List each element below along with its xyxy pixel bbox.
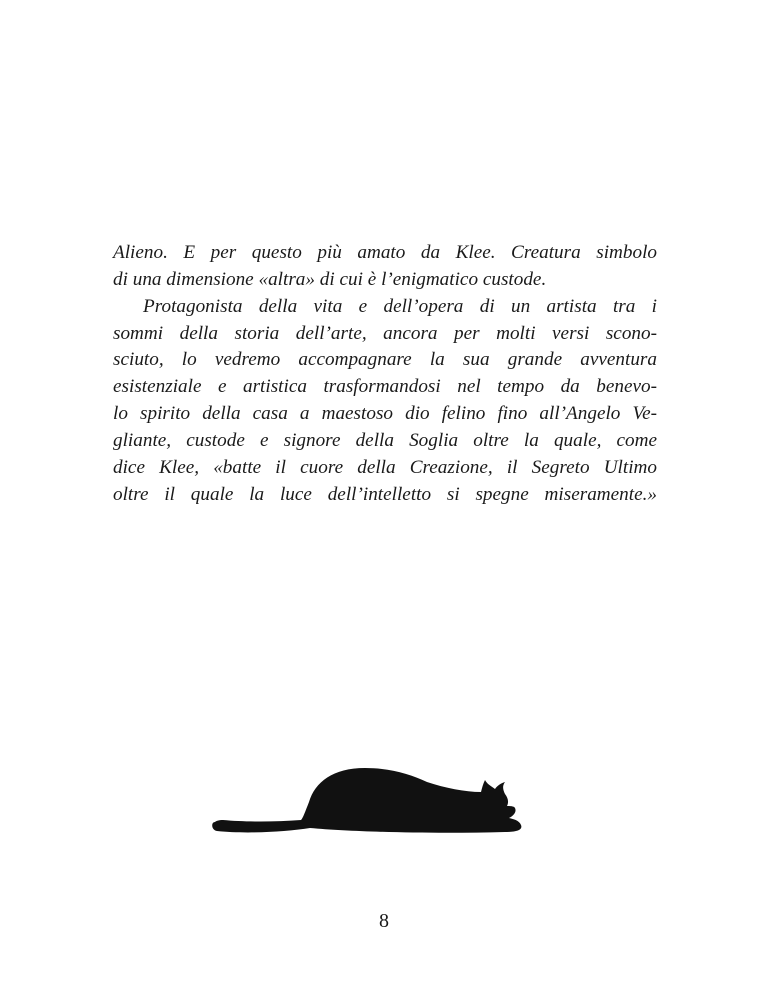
text-line: sommi della storia dell’arte, ancora per molti versi scono- bbox=[113, 322, 657, 344]
cat-illustration bbox=[205, 726, 530, 856]
page-number: 8 bbox=[379, 910, 389, 932]
text-line: esistenziale e artistica trasformandosi nel tempo da benevo- bbox=[113, 376, 657, 398]
cat-silhouette-icon bbox=[205, 726, 530, 856]
text-line: lo spirito della casa a maestoso dio felino fino all’Angelo Ve- bbox=[113, 403, 657, 425]
text-line: dice Klee, «batte il cuore della Creazione, il Segreto Ultimo bbox=[113, 456, 657, 478]
text-line: sciuto, lo vedremo accompagnare la sua grande avventura bbox=[113, 349, 657, 371]
body-text bbox=[113, 240, 657, 508]
text-line: Protagonista della vita e dell’opera di un artista tra i bbox=[143, 295, 657, 317]
text-line: Alieno. E per questo più amato da Klee. Creatura simbolo bbox=[113, 242, 657, 263]
text-line: gliante, custode e signore della Soglia oltre la quale, come bbox=[113, 429, 657, 451]
text-line: di una dimensione «altra» di cui è l’enigmatico custode. bbox=[113, 268, 547, 290]
text-line: oltre il quale la luce dell’intelletto si spegne miseramente.» bbox=[113, 483, 657, 505]
